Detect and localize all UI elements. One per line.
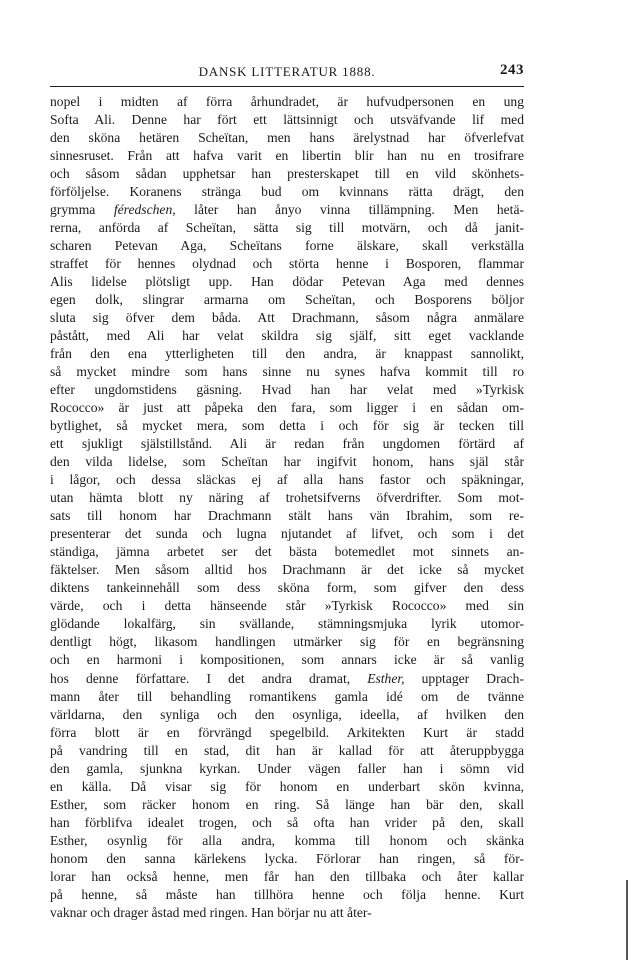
text-line bbox=[50, 904, 524, 922]
text-segment: presenterar det sunda och lugna njutandet af lifvet, och som i det bbox=[50, 526, 524, 542]
text-segment: den gamla, sjunkna kyrkan. Under vägen faller han i sömn vid bbox=[50, 760, 524, 776]
text-line bbox=[50, 525, 524, 543]
text-line bbox=[50, 435, 524, 453]
text-segment: mann åter till behandling romantikens gamla idé om de tvänne bbox=[50, 688, 524, 704]
text-line bbox=[50, 237, 524, 255]
text-segment: Softa Ali. Denne har fört ett lättsinnigt och utsväfvande lif med bbox=[50, 112, 524, 128]
text-segment: ständiga, jämna arbetet ser det bästa botemedlet mot sinnets an- bbox=[50, 544, 524, 560]
text-line bbox=[50, 219, 524, 237]
text-line bbox=[50, 165, 524, 183]
text-segment: världarna, den synliga och den osynliga, ideella, af hvilken den bbox=[50, 706, 524, 722]
text-segment: vaknar och drager åstad med ringen. Han börjar nu att åter- bbox=[50, 904, 372, 920]
text-segment: upptager Drach- bbox=[404, 670, 524, 686]
text-line bbox=[50, 724, 524, 742]
text-segment: efter ungdomstidens gäsning. Hvad han har velat med »Tyrkisk bbox=[50, 382, 524, 398]
text-segment: värde, och i detta hänseende står »Tyrkisk Rococco» med sin bbox=[50, 598, 524, 614]
text-segment: i lågor, och dessa släckas ej af alla hans fastor och späkningar, bbox=[50, 472, 524, 488]
text-line bbox=[50, 706, 524, 724]
text-segment: en källa. Då visar sig för honom en underbart skön kvinna, bbox=[50, 778, 524, 794]
text-line bbox=[50, 778, 524, 796]
text-line bbox=[50, 471, 524, 489]
text-segment: sluta sig öfver dem båda. Att Drachmann, såsom några anmälare bbox=[50, 310, 524, 326]
text-line bbox=[50, 255, 524, 273]
text-segment: nopel i midten af förra århundradet, är hufvudpersonen en ung bbox=[50, 94, 524, 109]
text-segment: lorar han också henne, men får han den tillbaka och åter kallar bbox=[50, 868, 524, 884]
text-segment: bytlighet, så mycket mera, som detta i och för sig är tecken till bbox=[50, 418, 524, 434]
text-segment: Rococco» är just att påpeka den fara, som ligger i en sådan om- bbox=[50, 400, 524, 416]
text-segment: låter han ånyo vinna tillämpning. Men hetä- bbox=[175, 202, 525, 218]
text-segment: hos denne författare. I det andra dramat, bbox=[50, 670, 368, 686]
text-line bbox=[50, 561, 524, 579]
text-line bbox=[50, 363, 524, 381]
body-text bbox=[50, 93, 524, 922]
text-line bbox=[50, 651, 524, 669]
text-segment: fäktelser. Men såsom alltid hos Drachmann är det icke så mycket bbox=[50, 562, 524, 578]
text-line bbox=[50, 453, 524, 471]
text-segment: straffet för hennes olydnad och störta henne i Bosporen, flammar bbox=[50, 256, 524, 272]
text-line bbox=[50, 489, 524, 507]
text-line bbox=[50, 814, 524, 832]
text-segment: Esther, osynlig för alla andra, komma till honom och skänka bbox=[50, 832, 524, 848]
text-line bbox=[50, 399, 524, 417]
text-line bbox=[50, 201, 524, 219]
text-line bbox=[50, 579, 524, 597]
text-segment: på vandring till en stad, dit han är kallad för att återuppbygga bbox=[50, 742, 524, 758]
text-segment: från den ena ytterligheten till den andra, är knappast sannolikt, bbox=[50, 346, 524, 362]
text-line bbox=[50, 183, 524, 201]
text-segment: Esther, som räcker honom en ring. Så länge han bär den, skall bbox=[50, 796, 524, 812]
text-line bbox=[50, 507, 524, 525]
text-segment: Alis lidelse plötsligt upp. Han dödar Petevan Aga med dennes bbox=[50, 274, 524, 290]
text-segment: scharen Petevan Aga, Scheïtans forne älskare, skall verkställa bbox=[50, 238, 524, 254]
text-line bbox=[50, 345, 524, 363]
page-header bbox=[50, 62, 524, 88]
text-segment: ett sjukligt själstillstånd. Ali är redan från ungdomen förtärd af bbox=[50, 436, 524, 452]
text-segment: glödande lokalfärg, sin svällande, stämningsmjuka lyrik utomor- bbox=[50, 616, 524, 632]
text-segment: så mycket mindre som hans sinne nu synes hafva kommit till ro bbox=[50, 364, 524, 380]
text-line bbox=[50, 688, 524, 706]
text-line bbox=[50, 543, 524, 561]
text-segment: och en harmoni i kompositionen, som annars icke är så vanlig bbox=[50, 652, 524, 668]
text-segment: och såsom sådan upphetsar han presterskapet till en vild skönhets- bbox=[50, 166, 524, 182]
text-line bbox=[50, 327, 524, 345]
margin-scan-mark bbox=[626, 880, 628, 960]
text-line bbox=[50, 309, 524, 327]
text-segment: utan hämta blott ny näring af trohetsifverns öfverdrifter. Som mot- bbox=[50, 490, 524, 506]
text-line bbox=[50, 129, 524, 147]
text-segment: den vilda lidelse, som Scheïtan har ingifvit honom, hans själ står bbox=[50, 454, 524, 470]
text-line bbox=[50, 597, 524, 615]
italic-title: féredschen, bbox=[113, 202, 176, 218]
text-segment: honom den sanna kärlekens lycka. Förlorar han ringen, så för- bbox=[50, 850, 524, 866]
text-line bbox=[50, 291, 524, 309]
text-line bbox=[50, 670, 524, 688]
text-line bbox=[50, 742, 524, 760]
text-line bbox=[50, 381, 524, 399]
text-line bbox=[50, 111, 524, 129]
text-segment: han förblifva idealet trogen, och så ofta han vrider på den, skall bbox=[50, 814, 524, 830]
text-line bbox=[50, 886, 524, 904]
text-segment: sats till honom har Drachmann stält hans vän Ibrahim, som re- bbox=[50, 508, 524, 524]
text-segment: sinnesruset. Från att hafva varit en libertin blir han nu en trosifrare bbox=[50, 148, 524, 164]
header-rule bbox=[50, 86, 524, 87]
text-segment: diktens tankeinnehåll som dess sköna form, som gifver den dess bbox=[50, 580, 524, 596]
text-segment: rerna, anförda af Scheïtan, sätta sig till motvärn, och då janit- bbox=[50, 220, 524, 236]
text-segment: grymma bbox=[50, 202, 114, 218]
page-number: 243 bbox=[500, 62, 524, 78]
text-segment: egen dolk, slingrar armarna om Scheïtan, och Bosporens böljor bbox=[50, 292, 524, 308]
text-line bbox=[50, 615, 524, 633]
text-segment: dentligt högt, likasom handlingen utmärker sig för en begränsning bbox=[50, 634, 524, 650]
text-segment: på henne, så måste han tillhöra henne och följa henne. Kurt bbox=[50, 886, 524, 902]
text-line bbox=[50, 760, 524, 778]
running-title: DANSK LITTERATUR 1888. bbox=[198, 64, 376, 79]
text-line bbox=[50, 633, 524, 651]
text-line bbox=[50, 93, 524, 111]
text-line bbox=[50, 273, 524, 291]
text-segment: förra blott är en förvrängd spegelbild. Arkitekten Kurt är stadd bbox=[50, 724, 524, 740]
italic-title: Esther, bbox=[367, 670, 405, 686]
text-line bbox=[50, 850, 524, 868]
text-segment: den sköna hetären Scheïtan, men hans ärelystnad har öfverlefvat bbox=[50, 130, 524, 146]
text-line bbox=[50, 417, 524, 435]
text-line bbox=[50, 796, 524, 814]
text-segment: förföljelse. Koranens stränga bud om kvinnans rätta drägt, den bbox=[50, 184, 524, 200]
text-segment: påstått, med Ali har velat skildra sig själf, sitt eget vacklande bbox=[50, 328, 524, 344]
text-line bbox=[50, 147, 524, 165]
text-line bbox=[50, 832, 524, 850]
text-line bbox=[50, 868, 524, 886]
